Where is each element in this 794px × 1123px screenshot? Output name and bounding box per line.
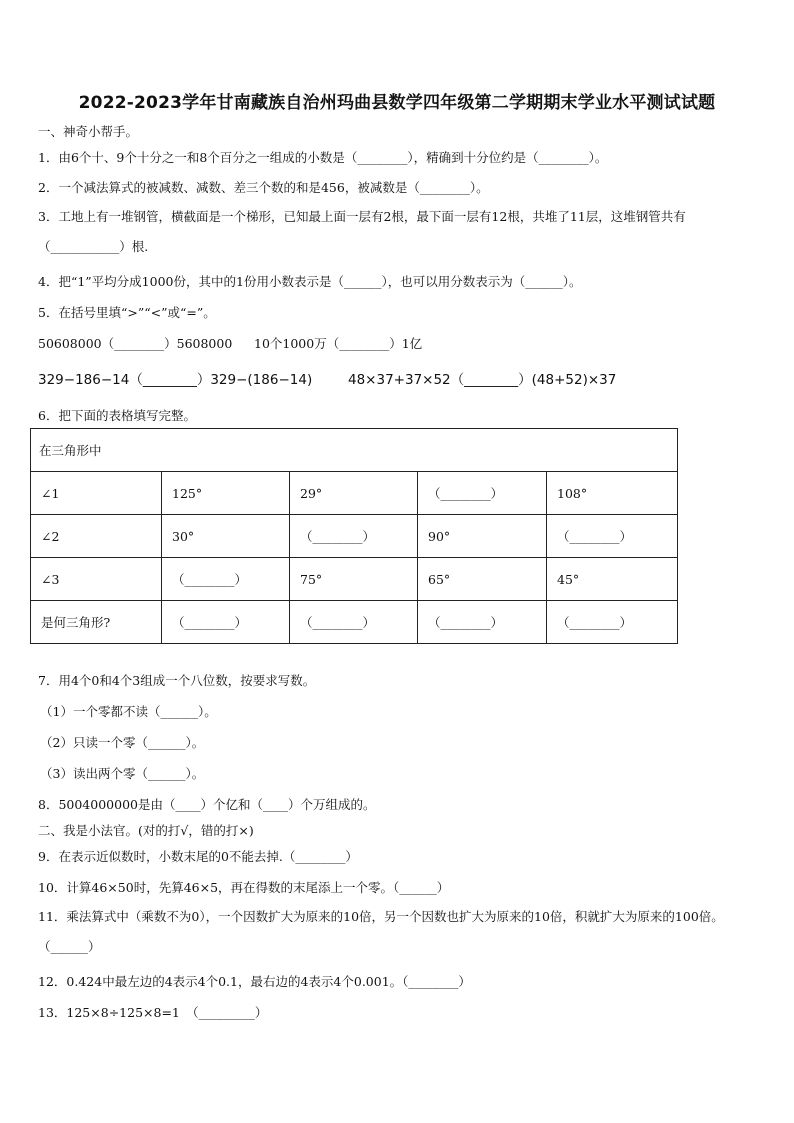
table-cell: 75° (290, 558, 418, 601)
question-7-part-1: （1）一个零都不读（______）。 (40, 704, 217, 719)
question-11: 11．乘法算式中（乘数不为0），一个因数扩大为原来的10倍，另一个因数也扩大为原来的10倍，积就扩大为原来的100倍。（______） (38, 909, 724, 954)
row-label: ∠2 (31, 515, 162, 558)
table-cell: 125° (162, 472, 290, 515)
triangle-angle-table (30, 428, 678, 644)
table-cell: （________） (162, 601, 290, 644)
table-header-row (31, 429, 678, 472)
q5-compare-2: 10个1000万（________）1亿 (254, 336, 423, 351)
question-12: 12．0.424中最左边的4表示4个0.1，最右边的4表示4个0.001。（________） (38, 974, 471, 989)
table-cell: 108° (547, 472, 678, 515)
table-row (31, 558, 678, 601)
table-cell: 30° (162, 515, 290, 558)
table-cell: 90° (418, 515, 547, 558)
table-row (31, 515, 678, 558)
section-heading-1: 一、神奇小帮手。 (38, 124, 139, 139)
row-label: ∠1 (31, 472, 162, 515)
table-row (31, 472, 678, 515)
q5-compare-4: 48×37+37×52（________）(48+52)×37 (348, 372, 617, 388)
question-3: 3．工地上有一堆钢管，横截面是一个梯形，已知最上面一层有2根，最下面一层有12根，共堆了11层，这堆钢管共有（___________）根. (38, 209, 686, 254)
table-cell: （________） (290, 601, 418, 644)
question-7: 7．用4个0和4个3组成一个八位数，按要求写数。 (38, 673, 316, 688)
table-cell: 45° (547, 558, 678, 601)
question-7-part-3: （3）读出两个零（______）。 (40, 766, 205, 781)
table-cell: （________） (547, 601, 678, 644)
q5-compare-1: 50608000（________）5608000 (38, 336, 233, 351)
question-8: 8．5004000000是由（____）个亿和（____）个万组成的。 (38, 797, 376, 812)
table-cell: （________） (547, 515, 678, 558)
page-title: 2022-2023学年甘南藏族自治州玛曲县数学四年级第二学期期末学业水平测试试题 (78, 93, 716, 113)
table-header: 在三角形中 (31, 429, 678, 472)
row-label: ∠3 (31, 558, 162, 601)
question-6: 6．把下面的表格填写完整。 (38, 408, 196, 423)
question-1: 1．由6个十、9个十分之一和8个百分之一组成的小数是（________），精确到十分位约是（________）。 (38, 150, 608, 165)
question-7-part-2: （2）只读一个零（______）。 (40, 735, 205, 750)
table-row (31, 601, 678, 644)
table-cell: （________） (290, 515, 418, 558)
table-cell: （________） (162, 558, 290, 601)
question-13: 13．125×8÷125×8=1 （_________） (38, 1005, 268, 1020)
q5-compare-3: 329−186−14（________）329−(186−14) (38, 372, 313, 388)
question-9: 9．在表示近似数时，小数末尾的0不能去掉.（________） (38, 849, 358, 864)
question-5: 5．在括号里填“>”“<”或“=”。 (38, 305, 216, 320)
table-cell: （________） (418, 601, 547, 644)
table-cell: 65° (418, 558, 547, 601)
row-label: 是何三角形? (31, 601, 162, 644)
table-cell: 29° (290, 472, 418, 515)
question-4: 4．把“1”平均分成1000份，其中的1份用小数表示是（______），也可以用分数表示为（______）。 (38, 274, 582, 289)
section-heading-2: 二、我是小法官。(对的打√，错的打×) (38, 823, 254, 838)
question-10: 10．计算46×50时，先算46×5，再在得数的末尾添上一个零。（______） (38, 880, 450, 895)
question-2: 2．一个减法算式的被减数、减数、差三个数的和是456，被减数是（________）。 (38, 180, 489, 195)
table-cell: （________） (418, 472, 547, 515)
